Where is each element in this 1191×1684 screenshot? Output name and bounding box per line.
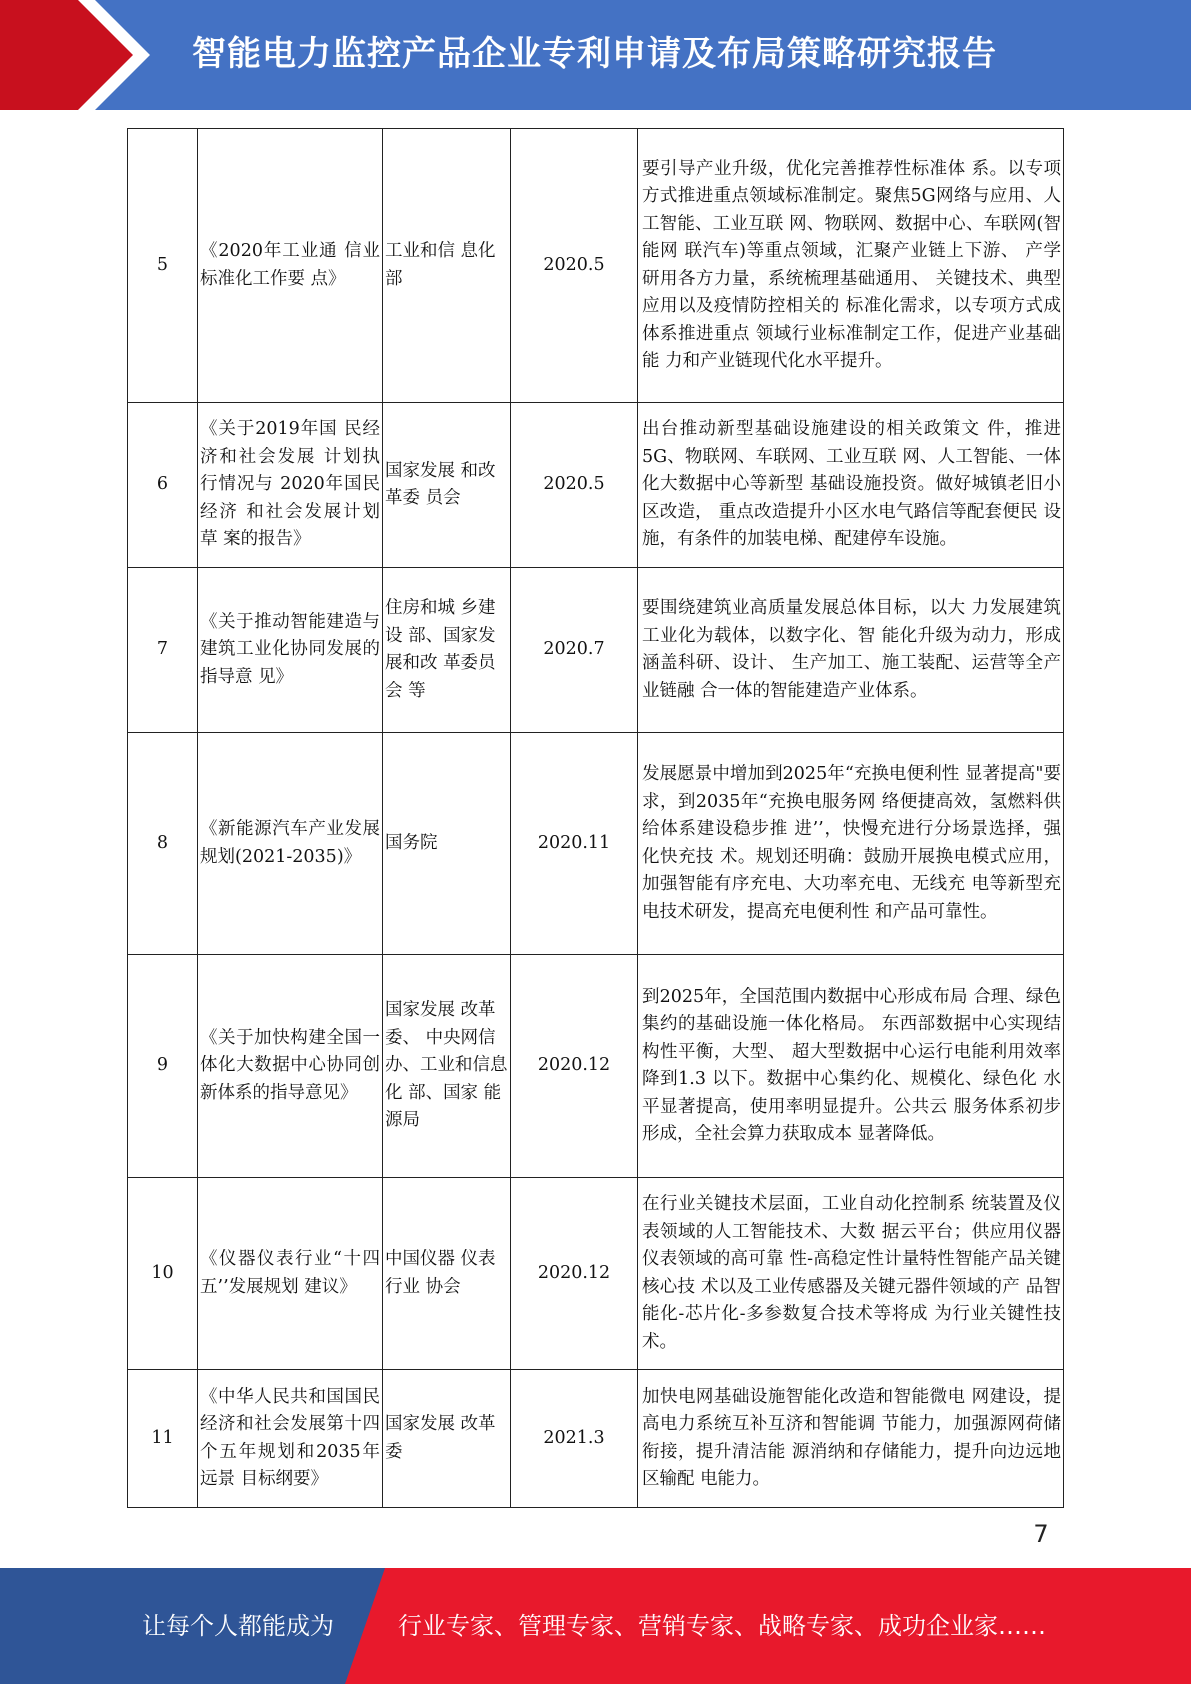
issuing-department: 中国仪器 仪表行业 协会 (383, 1178, 511, 1370)
policy-name: 《中华人民共和国国民经济和社会发展第十四个五年规划和2035年远景 目标纲要》 (198, 1370, 383, 1508)
footer-slogan-right: 行业专家、管理专家、营销专家、战略专家、成功企业家…… (398, 1612, 1046, 1640)
issuing-department: 国务院 (383, 733, 511, 955)
issuing-department: 工业和信 息化部 (383, 129, 511, 403)
row-index: 8 (128, 733, 198, 955)
table-row (128, 129, 1064, 403)
table-row (128, 403, 1064, 568)
policy-content: 到2025年，全国范围内数据中心形成布局 合理、绿色集约的基础设施一体化格局。 东西部数据中心实现结构性平衡，大型、 超大型数据中心运行电能利用效率降到1.3 以下。数据中心集约化、规模化、绿色化 水平显著提高，使用率明显提升。公共云 服务体系初步形成，全社会算力获取成本 显著降低。 (638, 955, 1064, 1178)
issue-date: 2020.12 (511, 1178, 638, 1370)
policy-content: 出台推动新型基础设施建设的相关政策文 件，推进5G、物联网、车联网、工业互联 网、人工智能、一体化大数据中心等新型 基础设施投资。做好城镇老旧小区改造， 重点改造提升小区水电气路信等配套便民 设施，有条件的加装电梯、配建停车设施。 (638, 403, 1064, 568)
table-row (128, 1370, 1064, 1508)
policy-name: 《关于加快构建全国一体化大数据中心协同创新体系的指导意见》 (198, 955, 383, 1178)
row-index: 7 (128, 568, 198, 733)
issue-date: 2021.3 (511, 1370, 638, 1508)
page-number: 7 (1033, 1520, 1049, 1548)
issuing-department: 住房和城 乡建设 部、国家发展和改 革委员会 等 (383, 568, 511, 733)
row-index: 6 (128, 403, 198, 568)
issue-date: 2020.11 (511, 733, 638, 955)
policy-table (127, 128, 1064, 1508)
row-index: 5 (128, 129, 198, 403)
page-header (0, 0, 1191, 110)
row-index: 9 (128, 955, 198, 1178)
issue-date: 2020.5 (511, 129, 638, 403)
issue-date: 2020.7 (511, 568, 638, 733)
policy-name: 《仪器仪表行业“十四五’’发展规划 建议》 (198, 1178, 383, 1370)
page-footer (0, 1568, 1191, 1684)
policy-name: 《2020年工业通 信业标准化工作要 点》 (198, 129, 383, 403)
policy-content: 发展愿景中增加到2025年“充换电便利性 显著提高"要求，到2035年“充换电服务网 络便捷高效，氢燃料供给体系建设稳步推 进’’，快慢充进行分场景选择，强化快充技 术。规划还明确：鼓励开展换电模式应用， 加强智能有序充电、大功率充电、无线充 电等新型充电技术研发，提高充电便利性 和产品可靠性。 (638, 733, 1064, 955)
table-row (128, 1178, 1064, 1370)
issue-date: 2020.5 (511, 403, 638, 568)
policy-name: 《新能源汽车产业发展规划(2021-2035)》 (198, 733, 383, 955)
report-title: 智能电力监控产品企业专利申请及布局策略研究报告 (192, 34, 997, 74)
policy-content: 要围绕建筑业高质量发展总体目标，以大 力发展建筑工业化为载体，以数字化、智 能化升级为动力，形成涵盖科研、设计、 生产加工、施工装配、运营等全产业链融 合一体的智能建造产业体系。 (638, 568, 1064, 733)
policy-content: 在行业关键技术层面，工业自动化控制系 统装置及仪表领域的人工智能技术、大数 据云平台；供应用仪器仪表领域的高可靠 性-高稳定性计量特性智能产品关键核心技 术以及工业传感器及关键元器件领域的产 品智能化-芯片化-多参数复合技术等将成 为行业关键性技术。 (638, 1178, 1064, 1370)
table-row (128, 568, 1064, 733)
table-row (128, 955, 1064, 1178)
issuing-department: 国家发展 改革委、 中央网信 办、工业和信息化 部、国家 能源局 (383, 955, 511, 1178)
issuing-department: 国家发展 改革委 (383, 1370, 511, 1508)
table-row (128, 733, 1064, 955)
policy-name: 《关于推动智能建造与建筑工业化协同发展的指导意 见》 (198, 568, 383, 733)
policy-name: 《关于2019年国 民经济和社会发展 计划执行情况与 2020年国民经济 和社会发展计划草 案的报告》 (198, 403, 383, 568)
policy-content: 加快电网基础设施智能化改造和智能微电 网建设，提高电力系统互补互济和智能调 节能力，加强源网荷储衔接，提升清洁能 源消纳和存储能力，提升向边远地区输配 电能力。 (638, 1370, 1064, 1508)
footer-slogan-left: 让每个人都能成为 (142, 1612, 334, 1640)
policy-content: 要引导产业升级，优化完善推荐性标准体 系。以专项方式推进重点领域标准制定。聚焦5G网络与应用、人工智能、工业互联 网、物联网、数据中心、车联网(智能网 联汽车)等重点领域，汇聚产业链上下游、 产学研用各方力量，系统梳理基础通用、 关键技术、典型应用以及疫情防控相关的 标准化需求，以专项方式成体系推进重点 领域行业标准制定工作，促进产业基础能 力和产业链现代化水平提升。 (638, 129, 1064, 403)
issue-date: 2020.12 (511, 955, 638, 1178)
row-index: 10 (128, 1178, 198, 1370)
issuing-department: 国家发展 和改革委 员会 (383, 403, 511, 568)
row-index: 11 (128, 1370, 198, 1508)
